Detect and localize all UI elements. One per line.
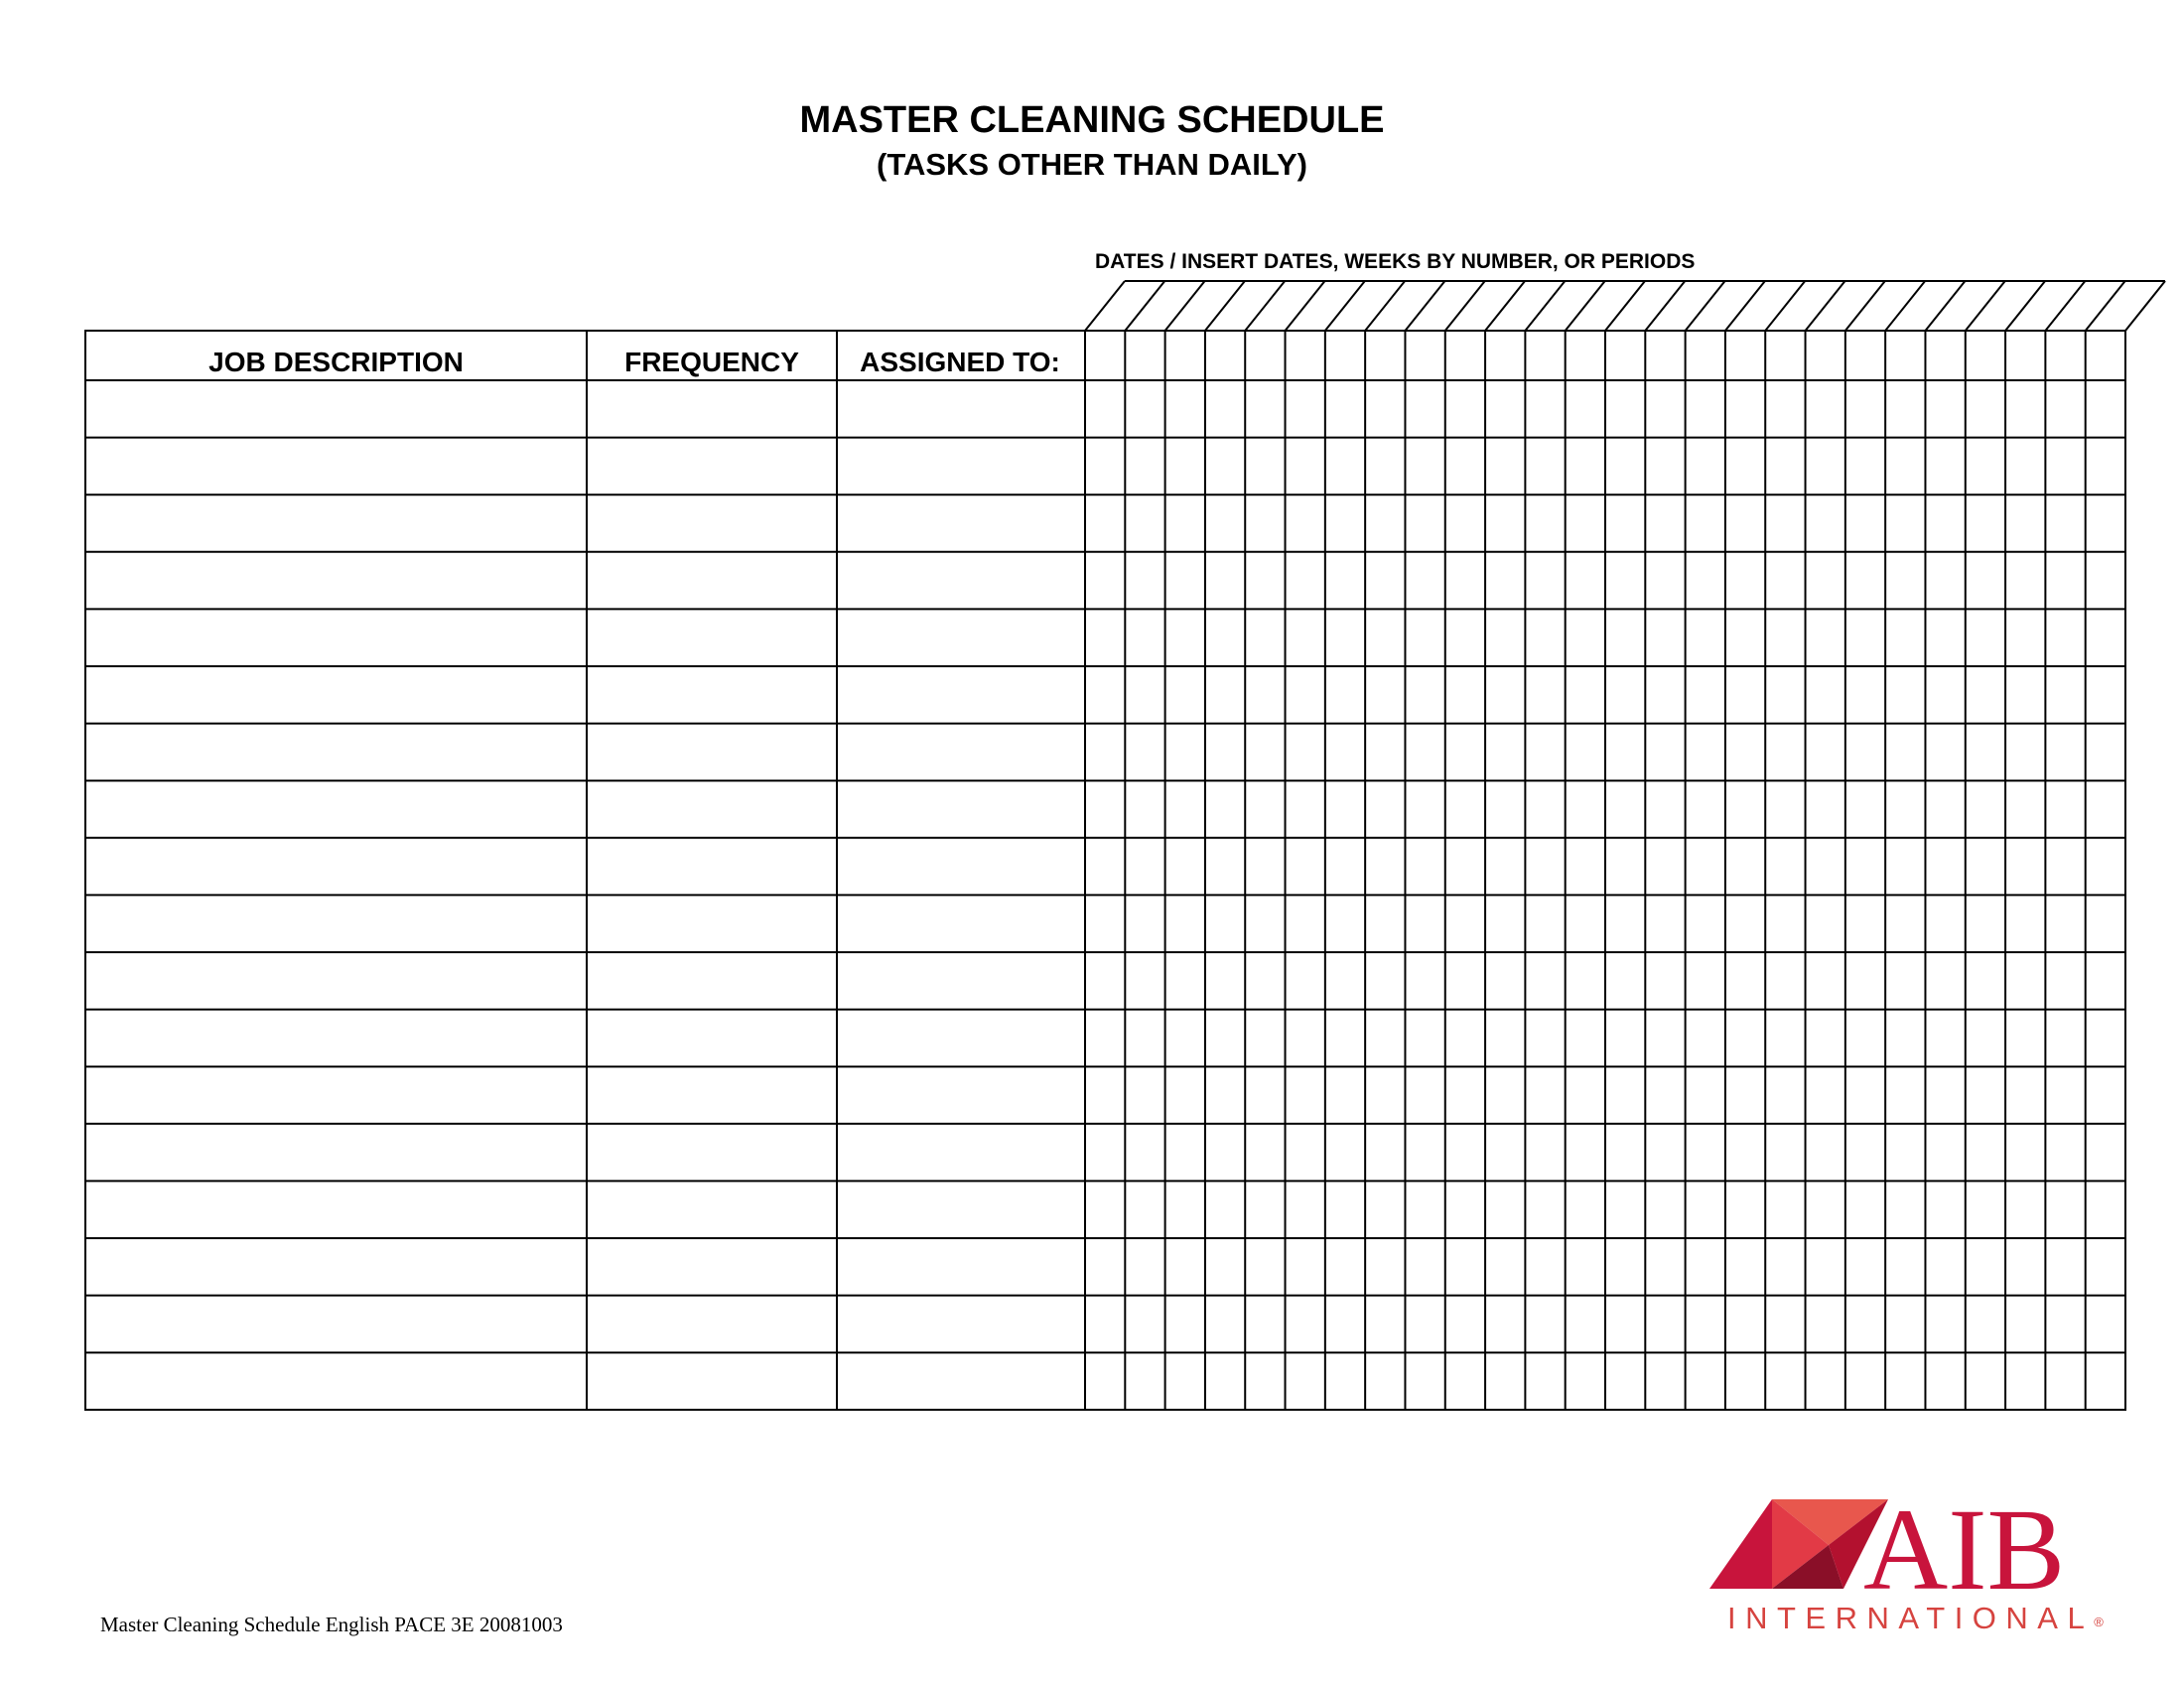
date-header-slant — [1966, 281, 2005, 331]
aib-logo-text: AIB — [1863, 1491, 2066, 1615]
date-header-slant — [2086, 281, 2125, 331]
frequency-header: FREQUENCY — [624, 347, 799, 377]
date-header-slant — [1845, 281, 1885, 331]
date-header-slant — [1286, 281, 1325, 331]
date-header-slant — [1325, 281, 1365, 331]
table-border — [85, 331, 2125, 1410]
date-header-slant — [1125, 281, 1164, 331]
date-header-slant — [2045, 281, 2085, 331]
date-header-slant — [2125, 281, 2165, 331]
date-header-slant — [1405, 281, 1444, 331]
date-header-slant — [1205, 281, 1245, 331]
dates-label: DATES / INSERT DATES, WEEKS BY NUMBER, OR PERIODS — [1095, 250, 1696, 273]
date-header-slant — [1485, 281, 1525, 331]
date-header-slant — [2005, 281, 2045, 331]
date-header-slant — [1165, 281, 1205, 331]
date-header-slant — [1445, 281, 1485, 331]
date-header-slant — [1645, 281, 1685, 331]
date-header-slant — [1725, 281, 1765, 331]
date-header-slant — [1085, 281, 1125, 331]
date-header-slant — [1806, 281, 1845, 331]
date-header-slant — [1765, 281, 1805, 331]
date-header-slant — [1605, 281, 1645, 331]
date-header-slant — [1525, 281, 1565, 331]
date-header-slant — [1245, 281, 1285, 331]
date-header-slant — [1566, 281, 1605, 331]
date-header-slant — [1885, 281, 1925, 331]
job-description-header: JOB DESCRIPTION — [208, 347, 464, 377]
assigned-to-header: ASSIGNED TO: — [860, 347, 1060, 377]
date-header-slant — [1365, 281, 1405, 331]
page-subtitle: (TASKS OTHER THAN DAILY) — [877, 147, 1307, 182]
logo-subtext: INTERNATIONAL® — [1727, 1601, 2104, 1635]
date-header-slant — [1925, 281, 1965, 331]
footer-text: Master Cleaning Schedule English PACE 3E 20081003 — [100, 1613, 563, 1636]
page-title: MASTER CLEANING SCHEDULE — [799, 99, 1385, 141]
date-header-slant — [1686, 281, 1725, 331]
